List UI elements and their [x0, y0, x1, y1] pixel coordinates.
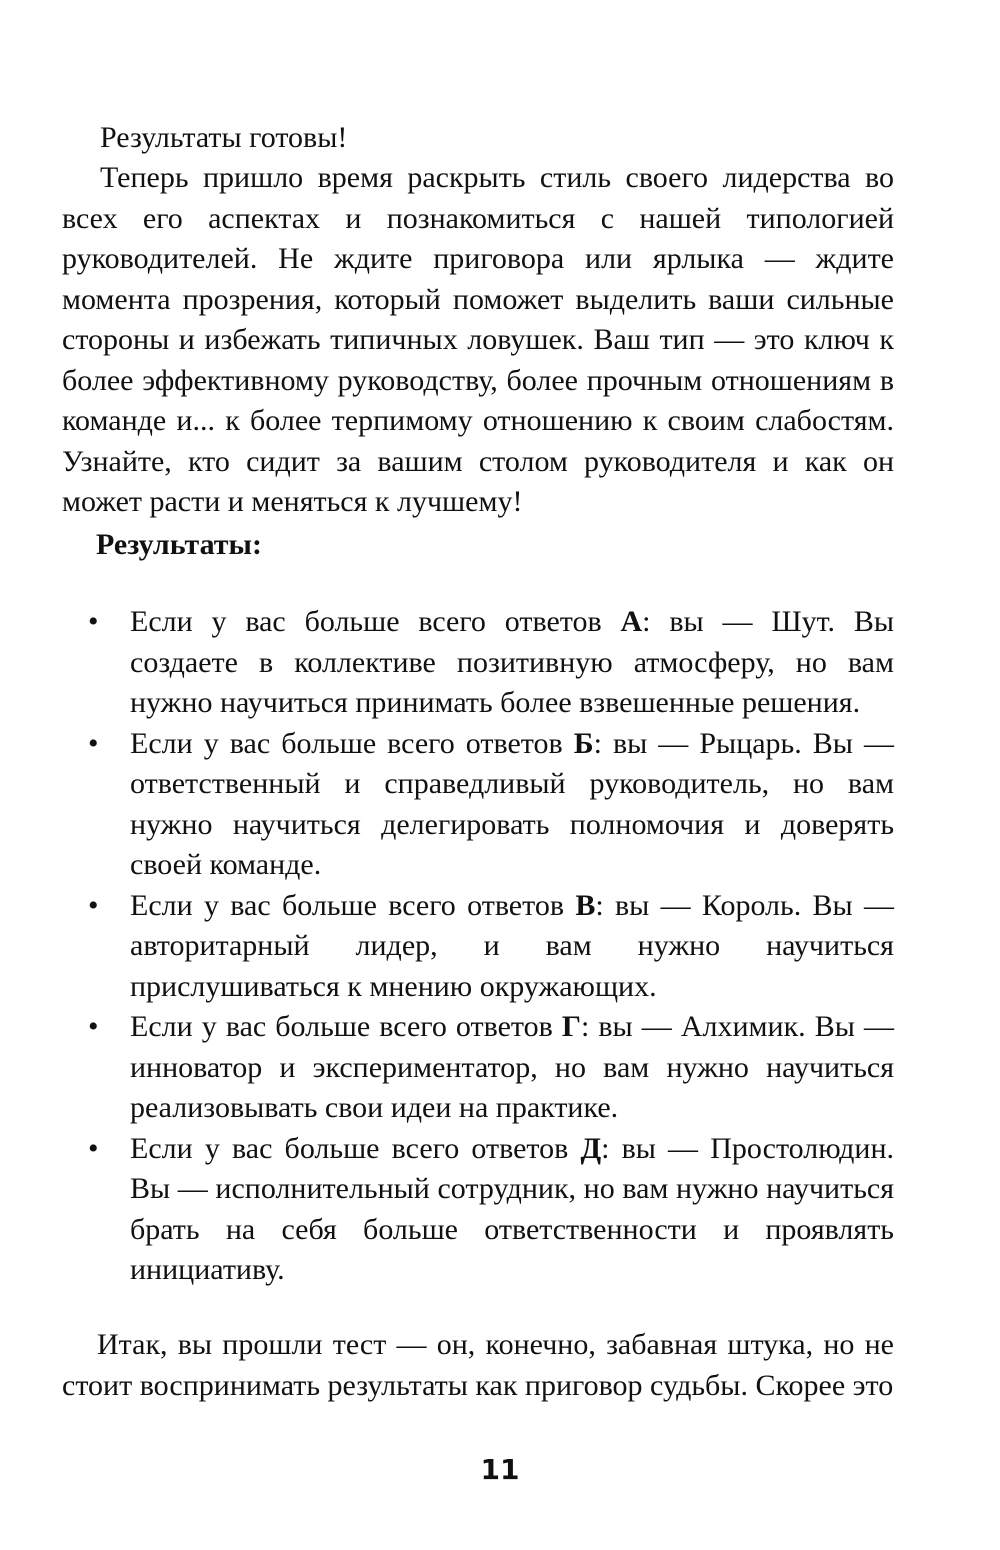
results-heading: Результаты: — [96, 528, 262, 561]
list-item — [88, 886, 894, 1008]
list-item-text: : вы — Шут. Вы создаете в коллективе позитивную атмосферу, но вам нужно научиться принимать более взвешенные решения. — [130, 605, 894, 719]
list-item-text: : вы — Король. Вы — авторитарный лидер, и вам нужно научиться прислушиваться к мнению окружающих. — [130, 888, 894, 1003]
bullet-icon: • — [88, 726, 99, 760]
paragraph-intro: Результаты готовы! — [100, 121, 348, 154]
list-item — [88, 602, 894, 724]
answer-letter: А — [620, 605, 643, 638]
list-item-prefix: Если у вас больше всего ответов — [130, 726, 574, 760]
results-list — [0, 602, 1000, 1291]
list-item-prefix: Если у вас больше всего ответов — [130, 1131, 581, 1165]
bullet-icon: • — [88, 605, 99, 638]
list-item-text: : вы — Алхимик. Вы — инноватор и экспериментатор, но вам нужно научиться реализовывать свои идеи на практике. — [130, 1010, 894, 1124]
answer-letter: Д — [580, 1131, 602, 1165]
paragraph-closing: Итак, вы прошли тест — он, конечно, забавная штука, но не стоит воспринимать результаты как приговор судьбы. Скорее это — [62, 1328, 894, 1402]
bullet-icon: • — [88, 1131, 99, 1165]
list-item — [88, 724, 894, 886]
answer-letter: В — [575, 888, 596, 922]
list-item-prefix: Если у вас больше всего ответов — [130, 1010, 562, 1043]
list-item-text: : вы — Простолюдин. Вы — исполнительный сотрудник, но вам нужно научиться брать на себя больше ответственности и проявлять инициативу. — [130, 1131, 895, 1286]
list-item — [88, 1129, 895, 1291]
list-item-prefix: Если у вас больше всего ответов — [130, 605, 621, 638]
list-item-text: : вы — Рыцарь. Вы — ответственный и справедливый руководитель, но вам нужно научиться делегировать полномочия и доверять своей команде. — [130, 726, 894, 881]
bullet-icon: • — [88, 888, 99, 922]
list-item — [88, 1007, 894, 1129]
bullet-icon: • — [88, 1010, 99, 1043]
answer-letter: Б — [573, 726, 594, 760]
paragraph-body: Теперь пришло время раскрыть стиль своего лидерства во всех его аспектах и познакомиться с нашей типологией руководителей. Не ждите приговора или ярлыка — ждите момента прозрения, который поможет выделить ваши сильные стороны и избежать типичных ловушек. Ваш тип — это ключ к более эффективному руководству, более прочным отношениям в команде и... к более терпимому отношению к своим слабостям. Узнайте, кто сидит за вашим столом руководителя и как он может расти и меняться к лучшему! — [62, 161, 894, 518]
page-number: 11 — [480, 1453, 520, 1486]
list-item-prefix: Если у вас больше всего ответов — [130, 888, 576, 922]
answer-letter: Г — [561, 1010, 581, 1043]
